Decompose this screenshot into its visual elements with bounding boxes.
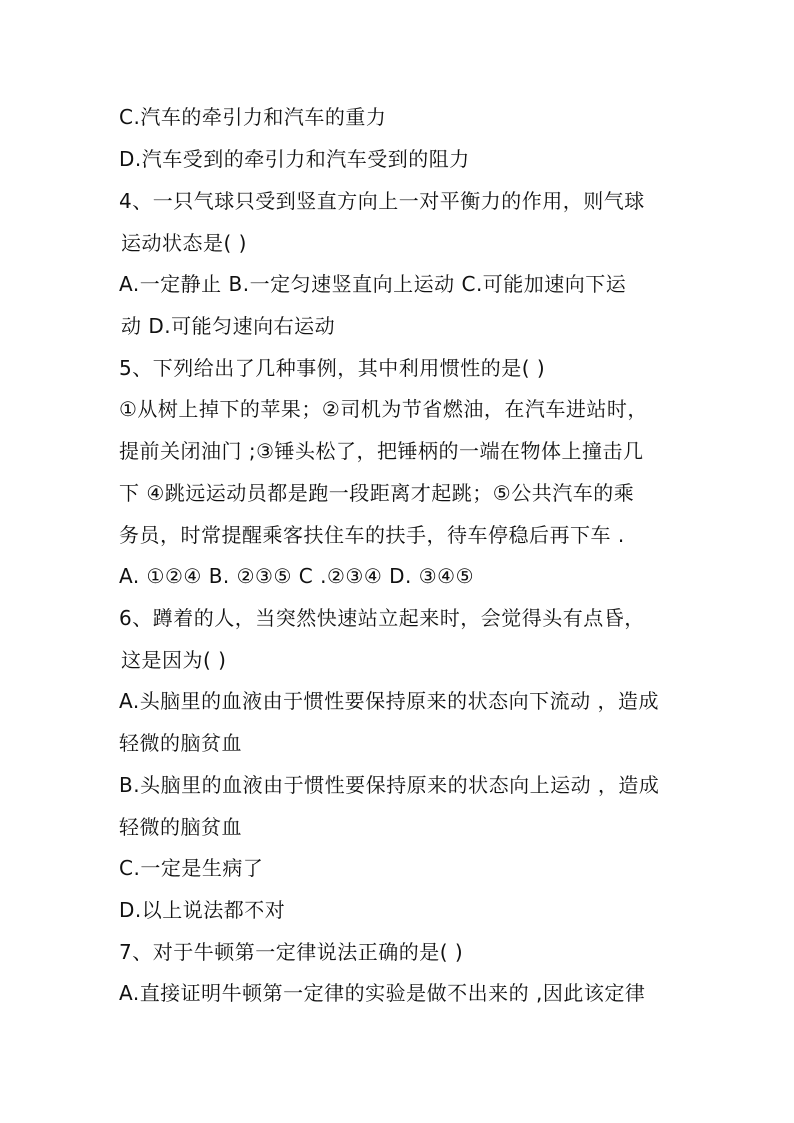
question-4-line-1: 4、一只气球只受到竖直方向上一对平衡力的作用，则气球 <box>119 189 645 213</box>
option-a-q6-line-2: 轻微的脑贫血 <box>119 731 242 755</box>
option-a-q7: A.直接证明牛顿第一定律的实验是做不出来的 ,因此该定律 <box>119 981 646 1005</box>
option-d-q6: D.以上说法都不对 <box>119 898 286 922</box>
option-a-q6-line-1: A.头脑里的血液由于惯性要保持原来的状态向下流动 ，造成 <box>119 689 660 713</box>
question-5-line-1: 5、下列给出了几种事例，其中利用惯性的是( ) <box>119 356 546 380</box>
option-b-q6-line-2: 轻微的脑贫血 <box>119 815 242 839</box>
option-d-q3: D.汽车受到的牵引力和汽车受到的阻力 <box>119 147 470 171</box>
question-5-line-4: 下 ④跳远运动员都是跑一段距离才起跳；⑤公共汽车的乘 <box>119 481 635 505</box>
option-c-q3: C.汽车的牵引力和汽车的重力 <box>119 105 387 129</box>
question-4-options-line-2: 动 D.可能匀速向右运动 <box>121 314 336 338</box>
question-4-line-2: 运动状态是( ) <box>121 231 247 255</box>
question-5-line-3: 提前关闭油门 ;③锤头松了，把锤柄的一端在物体上撞击几 <box>119 439 644 463</box>
option-b-q6-line-1: B.头脑里的血液由于惯性要保持原来的状态向上运动 ，造成 <box>119 773 660 797</box>
question-5-line-5: 务员，时常提醒乘客扶住车的扶手，待车停稳后再下车 . <box>119 523 625 547</box>
question-5-options: A. ①②④ B. ②③⑤ C .②③④ D. ③④⑤ <box>119 564 475 588</box>
question-7: 7、对于牛顿第一定律说法正确的是( ) <box>119 940 464 964</box>
question-6-line-2: 这是因为( ) <box>121 648 227 672</box>
question-6-line-1: 6、蹲着的人，当突然快速站立起来时，会觉得头有点昏， <box>119 606 645 630</box>
question-5-line-2: ①从树上掉下的苹果；②司机为节省燃油，在汽车进站时， <box>119 397 648 421</box>
question-4-options-line-1: A.一定静止 B.一定匀速竖直向上运动 C.可能加速向下运 <box>119 272 627 296</box>
option-c-q6: C.一定是生病了 <box>119 856 264 880</box>
